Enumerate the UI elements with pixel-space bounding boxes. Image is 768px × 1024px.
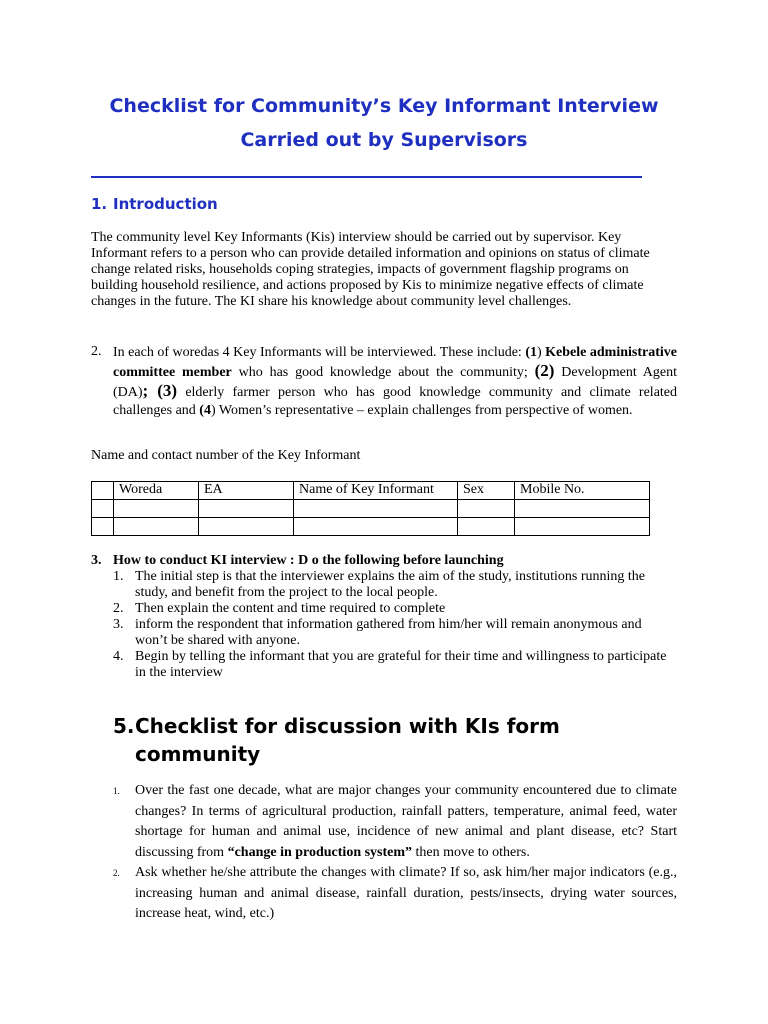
informant-marker-2: (2) <box>534 361 555 380</box>
list-text: inform the respondent that information gathered from him/her will remain anonymous and won’t be shared with anyone. <box>135 617 642 648</box>
question-emphasis: “change in production system” <box>227 844 413 860</box>
question-text: Ask whether he/she attribute the changes with climate? If so, ask him/her major indicators (e.g., increasing human and animal disease, rainfall duration, pests/insects, drying water sources, increase heat, wind, etc.) <box>135 865 677 921</box>
list-number: 1. <box>113 569 124 584</box>
question-text: then move to others. <box>412 844 530 860</box>
section-heading <box>91 553 677 569</box>
item-text: In each of woredas 4 Key Informants will be interviewed. These include: <box>113 345 526 360</box>
list-text: Begin by telling the informant that you are grateful for their time and willingness to participate in the interview <box>135 649 667 680</box>
item-text: Development Agent (DA) <box>113 365 677 400</box>
header-cell: Name of Key Informant <box>294 482 458 500</box>
header-cell <box>92 482 114 500</box>
item-text: who has good knowledge about the community; <box>231 365 535 380</box>
question-item <box>113 781 677 863</box>
informant-kebele: Kebele administrative committee member <box>113 345 677 380</box>
list-item <box>91 617 677 649</box>
table-row <box>92 500 650 518</box>
item-body <box>113 344 677 420</box>
list-number: 2. <box>113 601 124 616</box>
name-contact-label: Name and contact number of the Key Informant <box>91 448 361 463</box>
section-title: Checklist for discussion with KIs form community <box>135 714 560 766</box>
section-number: 1. <box>91 195 108 213</box>
table-cell[interactable] <box>294 500 458 518</box>
checklist-questions <box>113 781 677 925</box>
table-cell[interactable] <box>515 500 650 518</box>
question-text: Over the fast one decade, what are major changes your community encountered due to climate changes? In terms of agricultural production, rainfall patters, temperature, animal feed, water shortage for human and animal use, incidence of new animal and plant disease, etc? Start discussing from <box>135 783 677 860</box>
table-cell[interactable] <box>199 500 294 518</box>
table-cell[interactable] <box>114 500 199 518</box>
section-title: How to conduct KI interview : D o the following before launching <box>113 553 504 568</box>
table-cell[interactable] <box>92 518 114 536</box>
informant-marker-4: (4 <box>199 403 211 418</box>
table-cell[interactable] <box>92 500 114 518</box>
list-item <box>91 569 677 601</box>
question-number: 2. <box>113 868 120 878</box>
section-number: 3. <box>91 553 102 568</box>
informant-marker-1: (1 <box>525 345 537 360</box>
list-number: 4. <box>113 649 124 664</box>
introduction-paragraph: The community level Key Informants (Kis) interview should be carried out by supervisor. Key Informant refers to a person who can provide detailed information and opinions on status of climate change related risks, households coping strategies, impacts of government flagship programs on building household resilience, and actions proposed by Kis to minimize negative effects of climate changes in the future. The KI share his knowledge about community level challenges. <box>91 230 650 309</box>
item-number: 2. <box>91 344 102 359</box>
interview-instructions-section <box>91 553 677 681</box>
title-divider <box>91 176 642 178</box>
item-text: ) <box>537 345 546 360</box>
item-text: ) Women’s representative – explain challenges from perspective of women. <box>210 403 633 418</box>
list-text: Then explain the content and time required to complete <box>135 601 446 616</box>
list-item <box>91 601 677 617</box>
table-cell[interactable] <box>458 518 515 536</box>
document-title: Checklist for Community’s Key Informant Interview <box>109 95 659 117</box>
table-cell[interactable] <box>515 518 650 536</box>
list-number: 3. <box>113 617 124 632</box>
document-subtitle: Carried out by Supervisors <box>240 129 528 151</box>
checklist-heading <box>113 712 673 768</box>
table-cell[interactable] <box>199 518 294 536</box>
instruction-list <box>91 569 677 681</box>
table-cell[interactable] <box>458 500 515 518</box>
table-cell[interactable] <box>114 518 199 536</box>
question-item <box>113 863 677 925</box>
question-number: 1. <box>113 786 120 796</box>
table-cell[interactable] <box>294 518 458 536</box>
section-number: 5. <box>113 714 135 738</box>
table-row <box>92 518 650 536</box>
table-header-row <box>92 482 650 500</box>
header-cell: Woreda <box>114 482 199 500</box>
list-item <box>91 649 677 681</box>
section-title: Introduction <box>113 195 218 213</box>
header-cell: Mobile No. <box>515 482 650 500</box>
item-text: elderly farmer person who has good knowledge community and climate related challenges and <box>113 385 678 418</box>
list-text: The initial step is that the interviewer explains the aim of the study, institutions running the study, and benefit from the project to the local people. <box>135 569 645 600</box>
key-informant-table <box>91 481 650 536</box>
introduction-heading <box>91 195 218 213</box>
header-cell: Sex <box>458 482 515 500</box>
header-cell: EA <box>199 482 294 500</box>
informant-marker-3: ; (3) <box>142 381 178 400</box>
